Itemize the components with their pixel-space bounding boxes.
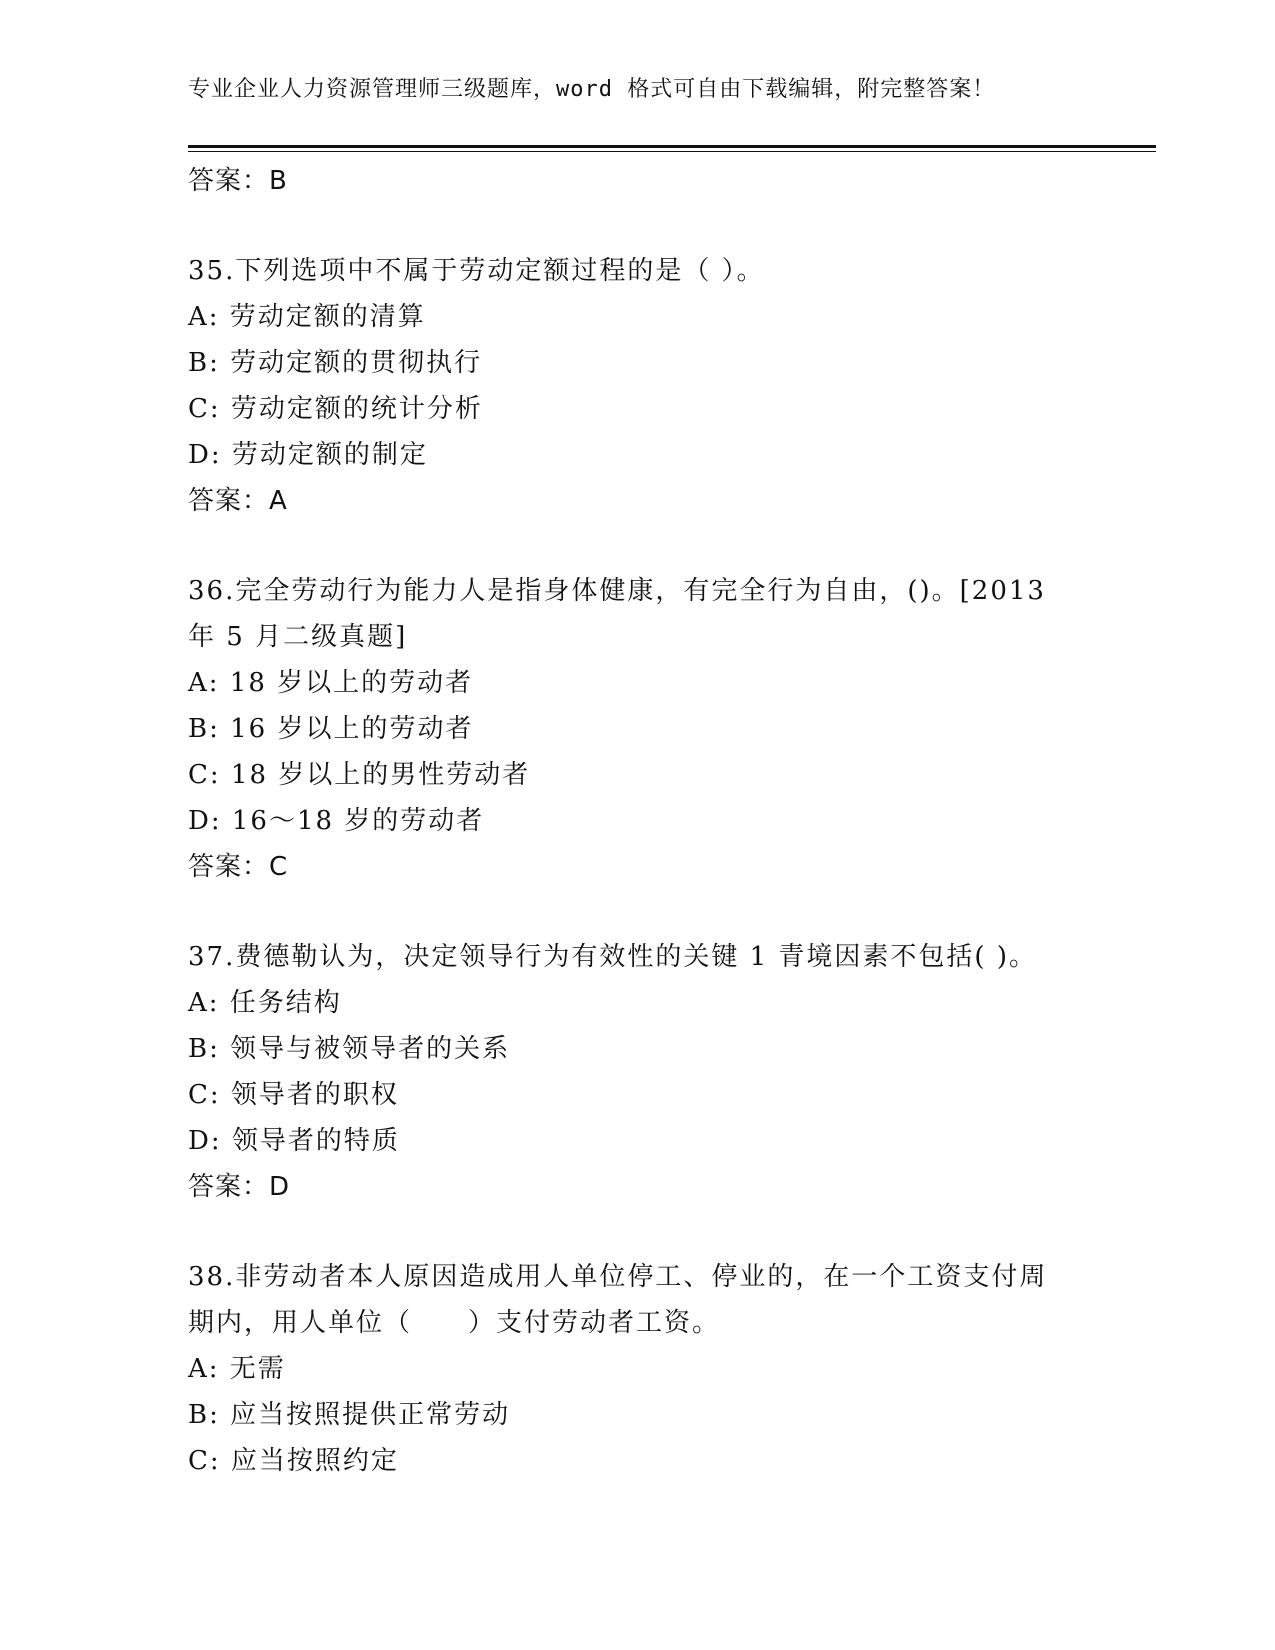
header-rule-thin: [188, 151, 1156, 152]
header-rule-thick: [188, 145, 1156, 148]
option-b: B: 劳动定额的贯彻执行: [188, 348, 483, 378]
answer-line: 答案：B: [188, 166, 288, 196]
option-b: B: 领导与被领导者的关系: [188, 1034, 511, 1064]
question-block-38: [188, 1254, 1088, 1484]
question-content: [188, 158, 1088, 1484]
option-a: A: 无需: [188, 1354, 286, 1384]
page-header: 专业企业人力资源管理师三级题库，word 格式可自由下载编辑，附完整答案！: [188, 77, 996, 102]
question-text-continued: 年 5 月二级真题]: [188, 622, 408, 652]
spacer: [188, 890, 1088, 934]
question-text: 35.下列选项中不属于劳动定额过程的是（ ）。: [188, 256, 765, 286]
spacer: [188, 1210, 1088, 1254]
question-text: 38.非劳动者本人原因造成用人单位停工、停业的，在一个工资支付周: [188, 1262, 1048, 1292]
option-c: C: 领导者的职权: [188, 1080, 399, 1110]
answer-line: 答案：D: [188, 1172, 291, 1202]
option-d: D: 16～18 岁的劳动者: [188, 806, 485, 836]
option-b: B: 16 岁以上的劳动者: [188, 714, 474, 744]
option-c: C: 应当按照约定: [188, 1446, 399, 1476]
question-block-37: [188, 934, 1088, 1210]
option-a: A: 任务结构: [188, 988, 342, 1018]
option-c: C: 劳动定额的统计分析: [188, 394, 483, 424]
option-d: D: 领导者的特质: [188, 1126, 400, 1156]
question-text-continued: 期内，用人单位（ ）支付劳动者工资。: [188, 1308, 721, 1338]
option-d: D: 劳动定额的制定: [188, 440, 428, 470]
option-a: A: 18 岁以上的劳动者: [188, 668, 474, 698]
question-block-36: [188, 568, 1088, 890]
question-block-35: [188, 248, 1088, 524]
option-b: B: 应当按照提供正常劳动: [188, 1400, 511, 1430]
answer-line: 答案：C: [188, 852, 289, 882]
spacer: [188, 204, 1088, 248]
question-text: 36.完全劳动行为能力人是指身体健康，有完全行为自由，()。[2013: [188, 576, 1046, 606]
option-a: A: 劳动定额的清算: [188, 302, 426, 332]
option-c: C: 18 岁以上的男性劳动者: [188, 760, 531, 790]
answer-line: 答案：A: [188, 486, 288, 516]
spacer: [188, 524, 1088, 568]
question-text: 37.费德勒认为，决定领导行为有效性的关键 1 青境因素不包括( )。: [188, 942, 1037, 972]
